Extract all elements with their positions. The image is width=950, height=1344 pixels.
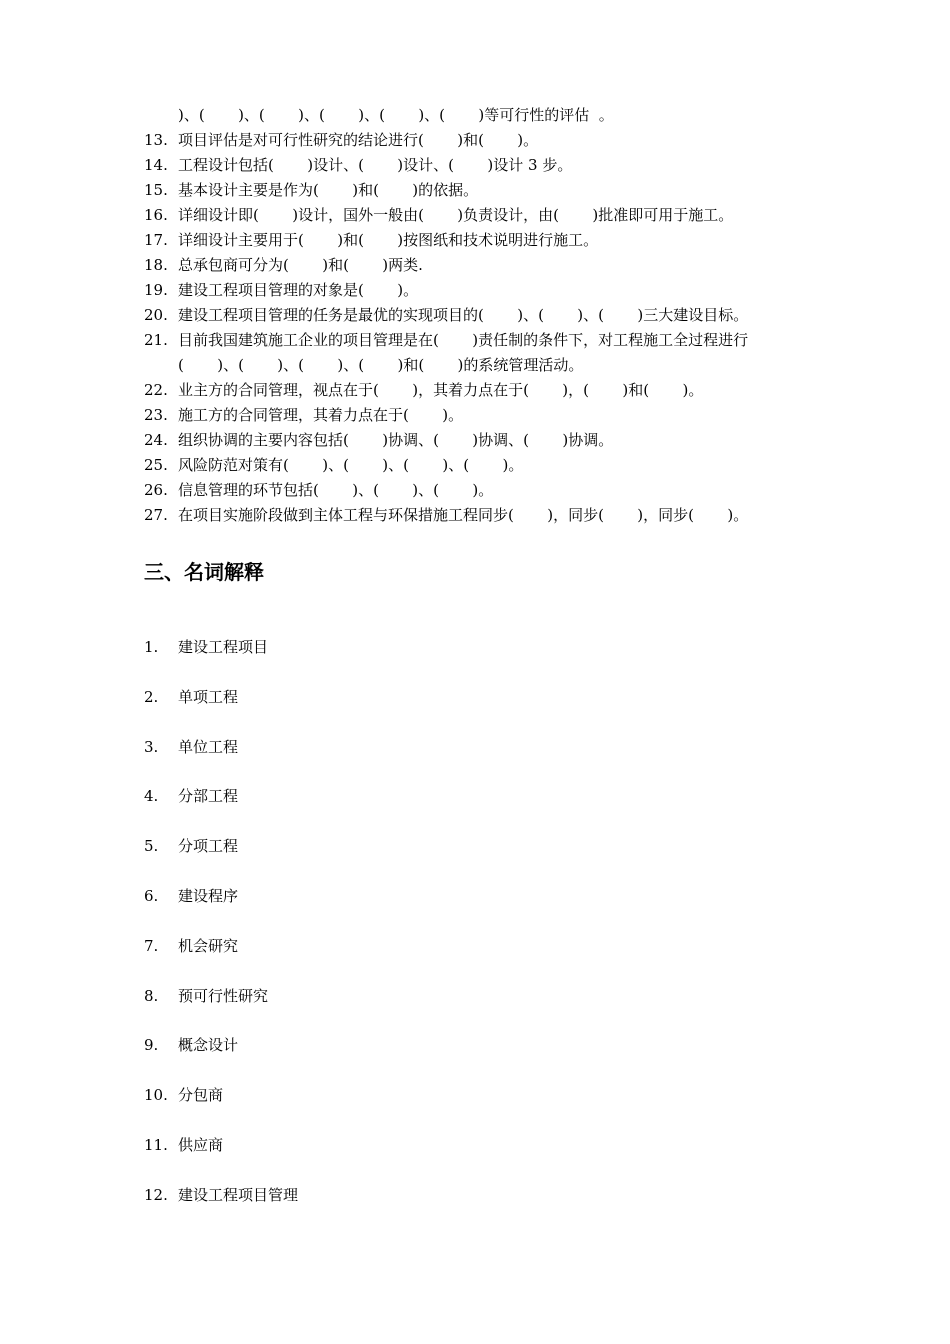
term-text: 预可行性研究 [178, 986, 269, 1005]
term-item [144, 1083, 298, 1133]
term-number: 11. [144, 1135, 168, 1154]
question-item-22 [144, 378, 748, 403]
question-item-14 [144, 153, 748, 178]
term-item [144, 685, 298, 735]
term-item [144, 834, 298, 884]
term-number: 7. [144, 936, 159, 955]
question-number: 22. [144, 381, 168, 399]
question-item-25 [144, 453, 748, 478]
question-number: 17. [144, 231, 168, 249]
question-text: 建设工程项目管理的对象是( )。 [178, 281, 419, 299]
term-text: 分项工程 [178, 837, 239, 856]
term-number: 1. [144, 638, 159, 656]
question-text: 业主方的合同管理，视点在于( )，其着力点在于( )，( )和( )。 [178, 381, 704, 399]
question-text: 目前我国建筑施工企业的项目管理是在( )责任制的条件下，对工程施工全过程进行 [178, 331, 749, 349]
question-item-13 [144, 128, 748, 153]
term-number: 2. [144, 687, 159, 706]
term-item [144, 735, 298, 785]
question-item-24 [144, 428, 748, 453]
question-item-16 [144, 203, 748, 228]
question-number: 21. [144, 331, 168, 349]
question-number: 18. [144, 256, 168, 274]
question-number: 13. [144, 131, 168, 149]
question-item-26 [144, 478, 748, 503]
question-item-27 [144, 503, 748, 528]
term-definition-list [144, 635, 298, 1233]
term-text: 建设工程项目管理 [178, 1185, 299, 1204]
term-number: 6. [144, 886, 159, 905]
term-number: 12. [144, 1185, 168, 1204]
question-item-19 [144, 278, 748, 303]
question-number: 26. [144, 481, 168, 499]
section-heading: 三、名词解释 [144, 560, 264, 584]
question-number: 14. [144, 156, 168, 174]
term-text: 概念设计 [178, 1036, 239, 1055]
term-text: 分包商 [178, 1086, 224, 1105]
term-text: 单项工程 [178, 687, 239, 706]
question-text: 工程设计包括( )设计、( )设计、( )设计 3 步。 [178, 156, 573, 174]
question-number: 20. [144, 306, 168, 324]
question-item-18 [144, 253, 748, 278]
term-text: 供应商 [178, 1135, 224, 1154]
term-number: 5. [144, 837, 159, 856]
question-text-continued: ( )、( )、( )、( )和( )的系统管理活动。 [178, 356, 584, 374]
question-text: 风险防范对策有( )、( )、( )、( )。 [178, 456, 524, 474]
fill-in-question-list [144, 128, 748, 528]
question-number: 19. [144, 281, 168, 299]
term-item [144, 635, 298, 685]
question-number: 25. [144, 456, 168, 474]
term-item [144, 1133, 298, 1183]
term-item [144, 984, 298, 1034]
question-text: 基本设计主要是作为( )和( )的依据。 [178, 181, 479, 199]
term-item [144, 934, 298, 984]
question-number: 16. [144, 206, 168, 224]
term-number: 10. [144, 1086, 168, 1105]
question-number: 23. [144, 406, 168, 424]
question-text: 施工方的合同管理，其着力点在于( )。 [178, 406, 464, 424]
question-item-21 [144, 328, 748, 378]
term-number: 8. [144, 986, 159, 1005]
question-text: 建设工程项目管理的任务是最优的实现项目的( )、( )、( )三大建设目标。 [178, 306, 749, 324]
question-text: 组织协调的主要内容包括( )协调、( )协调、( )协调。 [178, 431, 614, 449]
question-number: 15. [144, 181, 168, 199]
question-text: 项目评估是对可行性研究的结论进行( )和( )。 [178, 131, 539, 149]
question-text: 在项目实施阶段做到主体工程与环保措施工程同步( )，同步( )，同步( )。 [178, 506, 749, 524]
term-item [144, 784, 298, 834]
term-number: 3. [144, 737, 159, 756]
question-text: 详细设计主要用于( )和( )按图纸和技术说明进行施工。 [178, 231, 599, 249]
question-item-20 [144, 303, 748, 328]
question-item-17 [144, 228, 748, 253]
question-item-23 [144, 403, 748, 428]
term-item [144, 884, 298, 934]
term-text: 机会研究 [178, 936, 239, 955]
term-number: 9. [144, 1036, 159, 1055]
term-item [144, 1033, 298, 1083]
term-text: 分部工程 [178, 787, 239, 806]
question-item-15 [144, 178, 748, 203]
continuation-line: )、( )、( )、( )、( )、( )等可行性的评估 。 [178, 106, 614, 124]
term-item [144, 1183, 298, 1233]
term-text: 建设程序 [178, 886, 239, 905]
question-text: 信息管理的环节包括( )、( )、( )。 [178, 481, 494, 499]
term-number: 4. [144, 787, 159, 806]
question-text: 总承包商可分为( )和( )两类. [178, 256, 423, 274]
question-number: 27. [144, 506, 168, 524]
question-number: 24. [144, 431, 168, 449]
term-text: 建设工程项目 [178, 638, 269, 656]
term-text: 单位工程 [178, 737, 239, 756]
question-text: 详细设计即( )设计，国外一般由( )负责设计，由( )批准即可用于施工。 [178, 206, 734, 224]
